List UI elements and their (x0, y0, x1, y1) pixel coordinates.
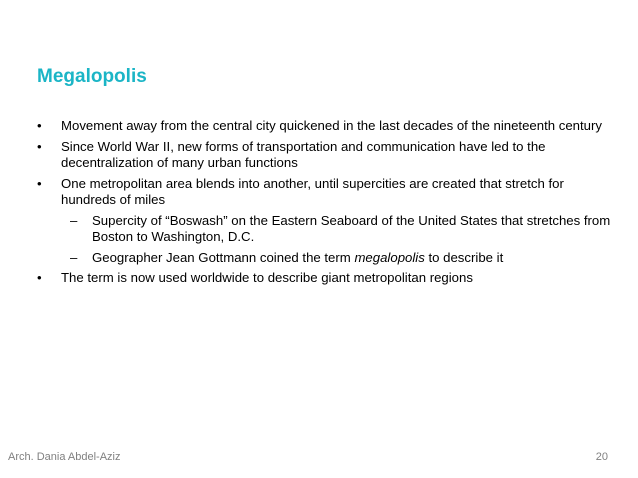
bullet-item (37, 176, 612, 209)
bullet-marker: • (37, 138, 42, 154)
bullet-item (37, 118, 612, 135)
bullet-item (37, 270, 612, 287)
bullet-text: The term is now used worldwide to describe giant metropolitan regions (61, 270, 473, 285)
footer-page-number: 20 (595, 451, 608, 463)
footer-author: Arch. Dania Abdel-Aziz (8, 451, 121, 463)
slide-title: Megalopolis (37, 66, 147, 87)
bullet-marker: • (37, 175, 42, 191)
sub-bullet-item (37, 213, 612, 246)
sub-bullet-emphasis: megalopolis (354, 249, 425, 265)
sub-bullet-text-after: to describe it (424, 249, 504, 265)
bullet-text: One metropolitan area blends into another, until supercities are created that stretch for hundreds of miles (61, 175, 564, 207)
sub-bullet-item (37, 250, 612, 267)
bullet-marker: • (37, 118, 42, 133)
sub-bullet-marker: – (70, 249, 78, 265)
bullet-text: Since World War II, new forms of transportation and communication have led to the decentralization of many urban functions (61, 138, 546, 170)
sub-bullet-marker: – (70, 212, 78, 228)
bullet-item (37, 139, 612, 172)
bullet-text: Movement away from the central city quickened in the last decades of the nineteenth century (61, 118, 602, 133)
bullet-marker: • (37, 270, 42, 285)
bullet-list (37, 118, 612, 291)
sub-bullet-text-before: Geographer Jean Gottmann coined the term (92, 249, 355, 265)
sub-bullet-text: Supercity of “Boswash” on the Eastern Seaboard of the United States that stretches from Boston to Washington, D.C. (92, 212, 611, 244)
